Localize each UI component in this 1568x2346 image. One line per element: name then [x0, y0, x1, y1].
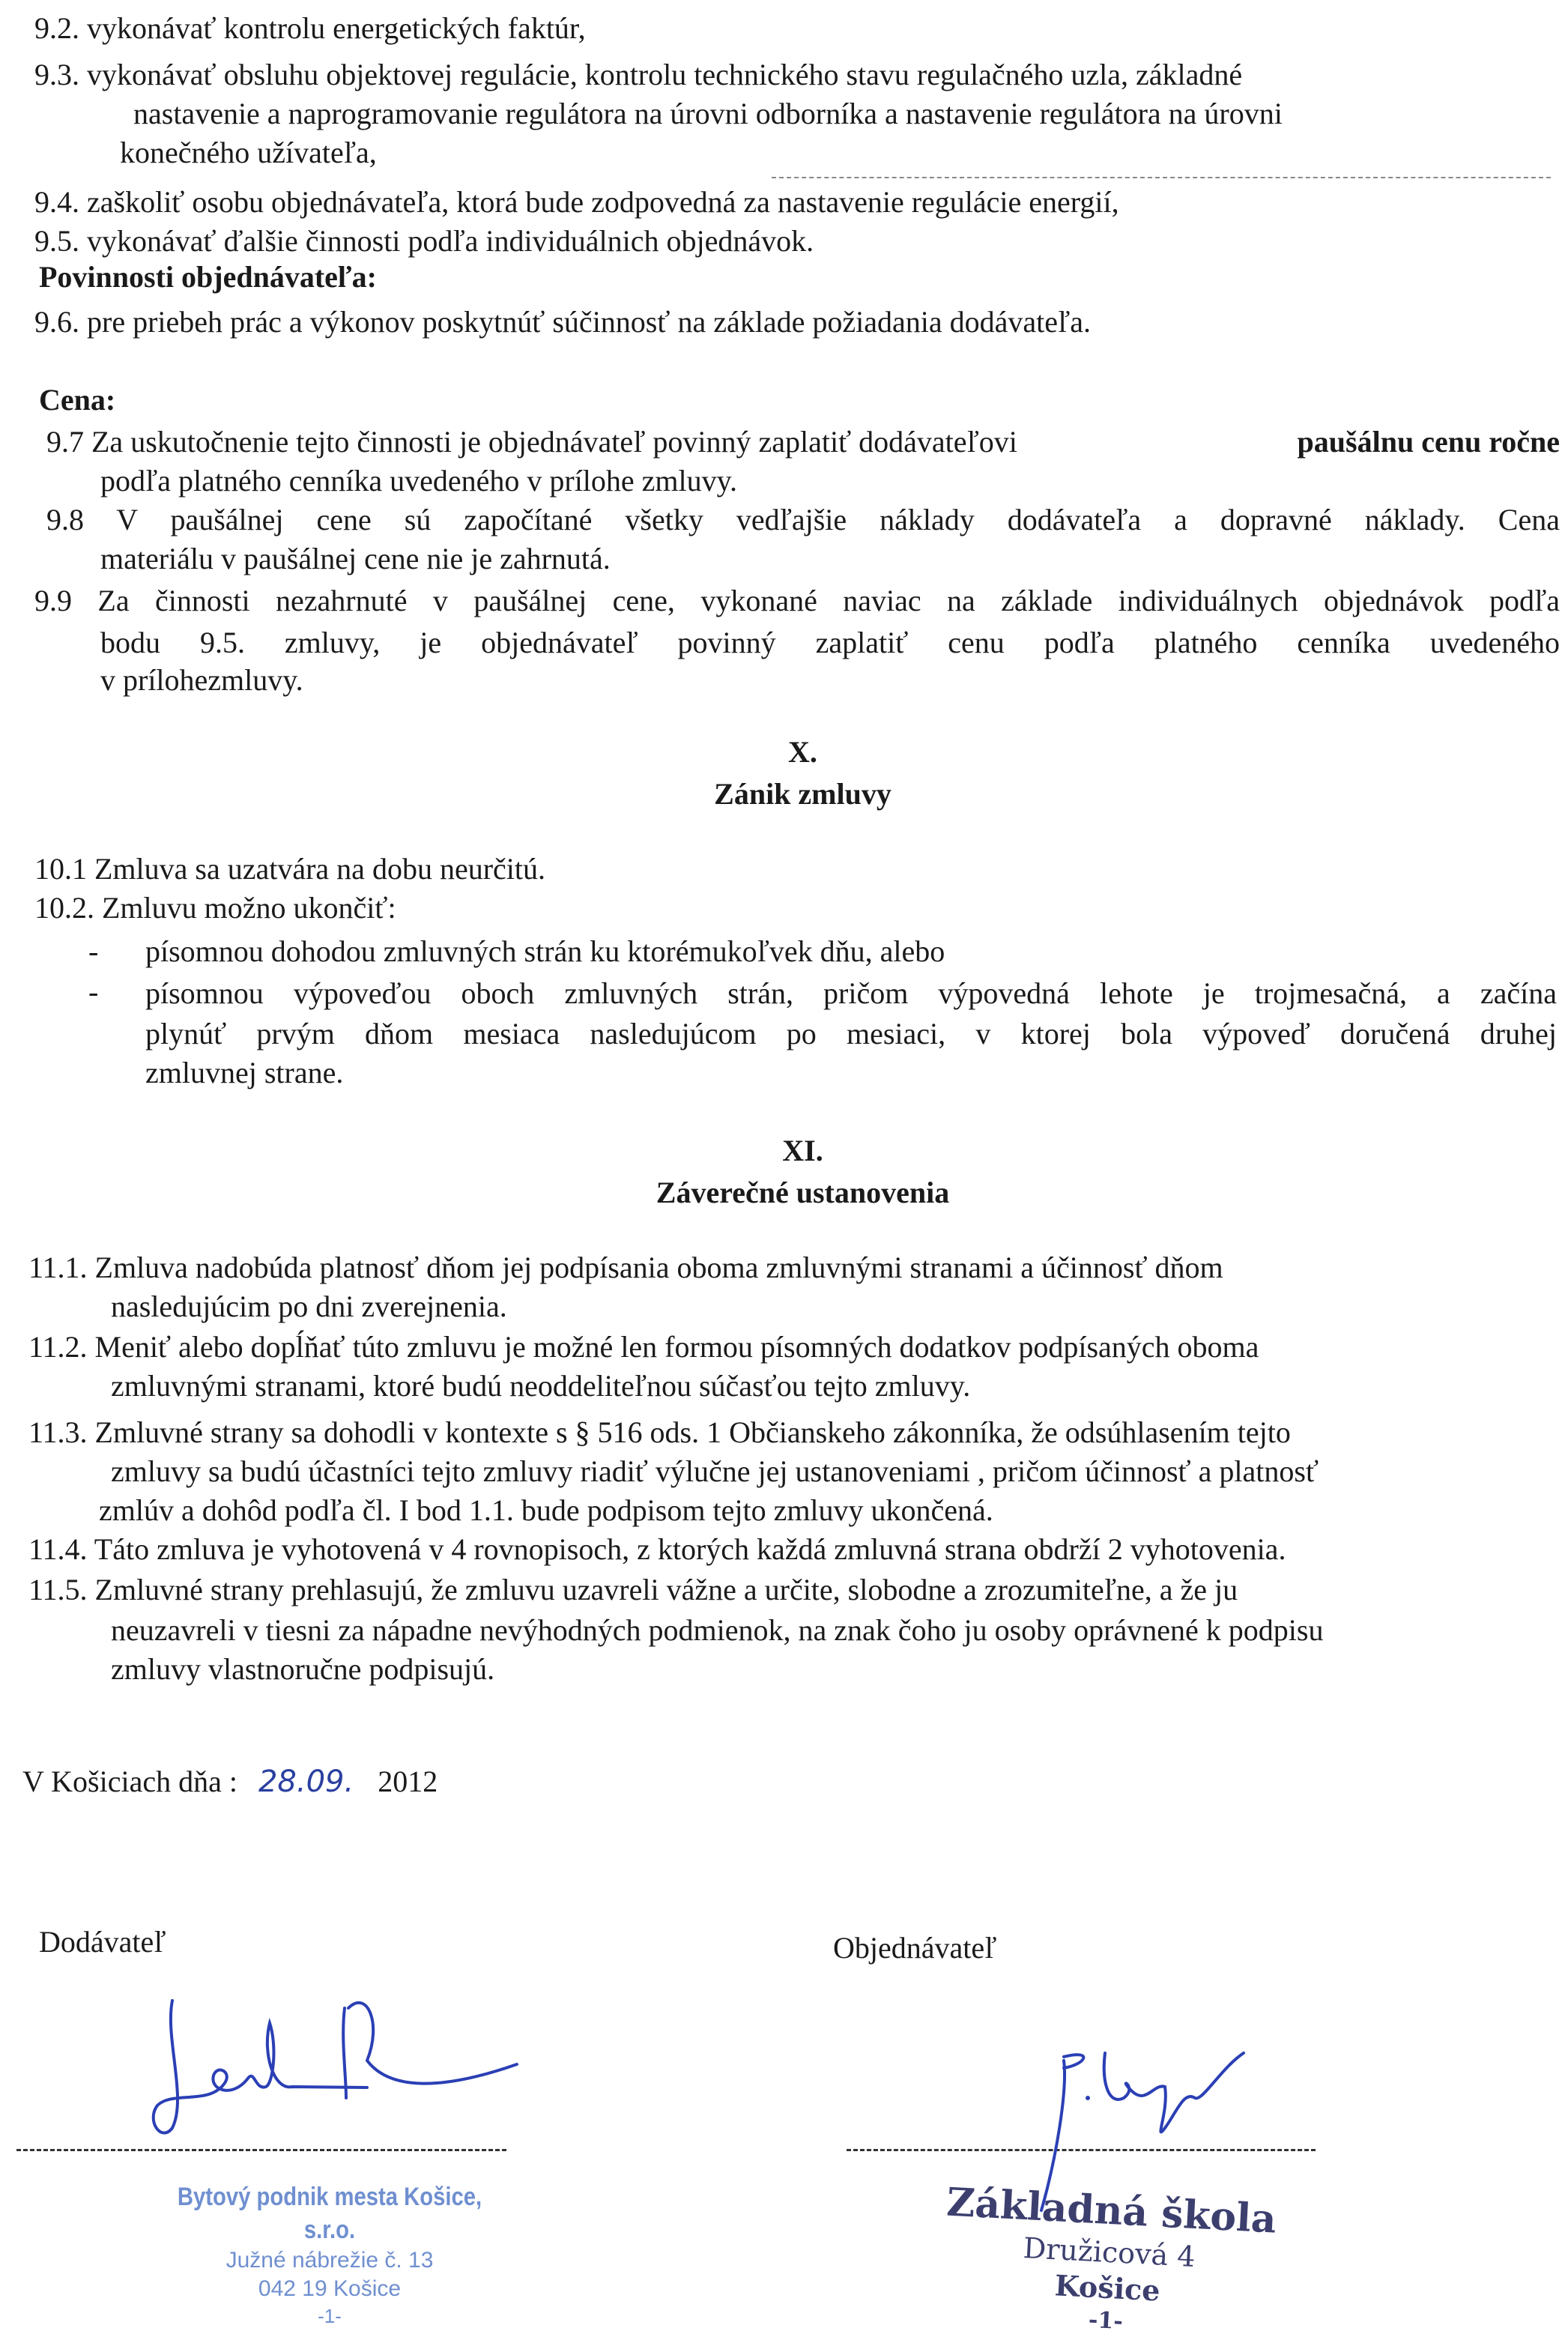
bullet-dash-1: -	[88, 934, 99, 968]
item-9-9-line3: v prílohezmluvy.	[100, 663, 303, 697]
item-9-5: 9.5. vykonávať ďalšie činnosti podľa individuálnich objednávok.	[34, 224, 814, 258]
handwritten-date: 28.09.	[258, 1765, 354, 1799]
bullet-dash-2: -	[88, 975, 99, 1009]
place-prefix: V Košiciach dňa :	[22, 1765, 237, 1798]
supplier-stamp-city: 042 19 Košice	[258, 2276, 402, 2301]
section-11-number: XI.	[782, 1134, 823, 1167]
item-11-1-line1: 11.1. Zmluva nadobúda platnosť dňom jej podpísania oboma zmluvnými stranami a účinnosť dňom	[28, 1251, 1223, 1284]
flat-annual-price: paušálnu cenu ročne	[1297, 425, 1560, 459]
item-9-9-line1: 9.9 Za činnosti nezahrnuté v paušálnej cene, vykonané naviac na základe individuálnych objednávok podľa	[34, 584, 1560, 617]
customer-stamp-name: Základná škola	[945, 2179, 1278, 2243]
price-heading: Cena:	[39, 383, 116, 417]
supplier-signature-line	[16, 2149, 506, 2151]
item-9-8-line2: materiálu v paušálnej cene nie je zahrnutá.	[100, 542, 611, 575]
item-9-3-line3: konečného užívateľa,	[120, 136, 377, 169]
item-9-2: 9.2. vykonávať kontrolu energetických faktúr,	[34, 11, 586, 45]
item-10-2: 10.2. Zmluvu možno ukončiť:	[34, 891, 396, 925]
customer-stamp-street: Družicová 4	[1022, 2231, 1196, 2274]
date-year: 2012	[378, 1765, 438, 1798]
item-11-1-line2: nasledujúcim po dni zverejnenia.	[111, 1290, 507, 1323]
signing-place-date	[22, 1764, 438, 1800]
supplier-stamp-street: Južné nábrežie č. 13	[225, 2248, 434, 2273]
scan-artifact	[772, 177, 1551, 178]
item-11-3-line2: zmluvy sa budú účastníci tejto zmluvy riadiť výlučne jej ustanoveniami , pričom účinnosť a platnosť	[111, 1454, 1319, 1488]
item-11-5-line3: zmluvy vlastnoručne podpisujú.	[111, 1652, 495, 1686]
section-10-title: Zánik zmluvy	[714, 777, 892, 811]
customer-stamp	[933, 2179, 1285, 2345]
supplier-stamp-number: -1-	[318, 2305, 342, 2327]
item-9-6: 9.6. pre priebeh prác a výkonov poskytnúť súčinnosť na základe požiadania dodávateľa.	[34, 305, 1091, 339]
duties-heading: Povinnosti objednávateľa:	[39, 260, 377, 294]
item-9-8-line1: 9.8 V paušálnej cene sú započítané všetky vedľajšie náklady dodávateľa a dopravné náklady. Cena	[46, 503, 1560, 536]
item-11-4: 11.4. Táto zmluva je vyhotovená v 4 rovnopisoch, z ktorých každá zmluvná strana obdrží 2 vyhotovenia.	[28, 1532, 1286, 1566]
customer-stamp-number: -1-	[1088, 2306, 1124, 2336]
supplier-signature	[142, 1993, 517, 2143]
customer-stamp-city: Košice	[1053, 2268, 1161, 2308]
item-9-7-text: 9.7 Za uskutočnenie tejto činnosti je objednávateľ povinný zaplatiť dodávateľovi	[46, 425, 1017, 459]
bullet-2-line2: plynúť prvým dňom mesiaca nasledujúcom po mesiaci, v ktorej bola výpoveď doručená druhej	[145, 1017, 1557, 1050]
item-11-2-line1: 11.2. Meniť alebo dopĺňať túto zmluvu je možné len formou písomných dodatkov podpísaných oboma	[28, 1330, 1259, 1364]
supplier-stamp	[127, 2180, 532, 2329]
section-11-title: Záverečné ustanovenia	[656, 1176, 950, 1209]
supplier-label: Dodávateľ	[39, 1925, 166, 1959]
item-9-4: 9.4. zaškoliť osobu objednávateľa, ktorá bude zodpovedná za nastavenie regulácie energií,	[34, 185, 1119, 219]
item-9-7-line2: podľa platného cenníka uvedeného v prílohe zmluvy.	[100, 464, 738, 498]
supplier-stamp-name: Bytový podnik mesta Košice, s.r.o.	[177, 2183, 482, 2244]
item-11-2-line2: zmluvnými stranami, ktoré budú neoddeliteľnou súčasťou tejto zmluvy.	[111, 1369, 971, 1403]
item-9-3-line1: 9.3. vykonávať obsluhu objektovej regulácie, kontrolu technického stavu regulačného uzla, základné	[34, 58, 1243, 91]
item-9-7-line1	[46, 424, 1560, 460]
customer-label: Objednávateľ	[833, 1931, 997, 1965]
bullet-2-line3: zmluvnej strane.	[145, 1056, 344, 1089]
item-11-5-line1: 11.5. Zmluvné strany prehlasujú, že zmluvu uzavreli vážne a určite, slobodne a zrozumiteľne, a že ju	[28, 1573, 1238, 1606]
section-10-number: X.	[788, 735, 817, 769]
item-11-3-line3: zmlúv a dohôd podľa čl. I bod 1.1. bude podpisom tejto zmluvy ukončená.	[99, 1493, 993, 1527]
item-11-3-line1: 11.3. Zmluvné strany sa dohodli v kontexte s § 516 ods. 1 Občianskeho zákonníka, že odsúhlasením tejto	[28, 1415, 1291, 1449]
item-9-9-line2: bodu 9.5. zmluvy, je objednávateľ povinný zaplatiť cenu podľa platného cenníka uvedeného	[100, 626, 1560, 659]
item-11-5-line2: neuzavreli v tiesni za nápadne nevýhodných podmienok, na znak čoho ju osoby oprávnené k podpisu	[111, 1613, 1324, 1647]
item-9-3-line2: nastavenie a naprogramovanie regulátora na úrovni odborníka a nastavenie regulátora na úrovni	[133, 97, 1283, 130]
bullet-1: písomnou dohodou zmluvných strán ku ktorémukoľvek dňu, alebo	[145, 934, 945, 968]
bullet-2-line1: písomnou výpoveďou oboch zmluvných strán, pričom výpovedná lehote je trojmesačná, a začína	[145, 976, 1557, 1010]
item-10-1: 10.1 Zmluva sa uzatvára na dobu neurčitú.	[34, 852, 545, 886]
